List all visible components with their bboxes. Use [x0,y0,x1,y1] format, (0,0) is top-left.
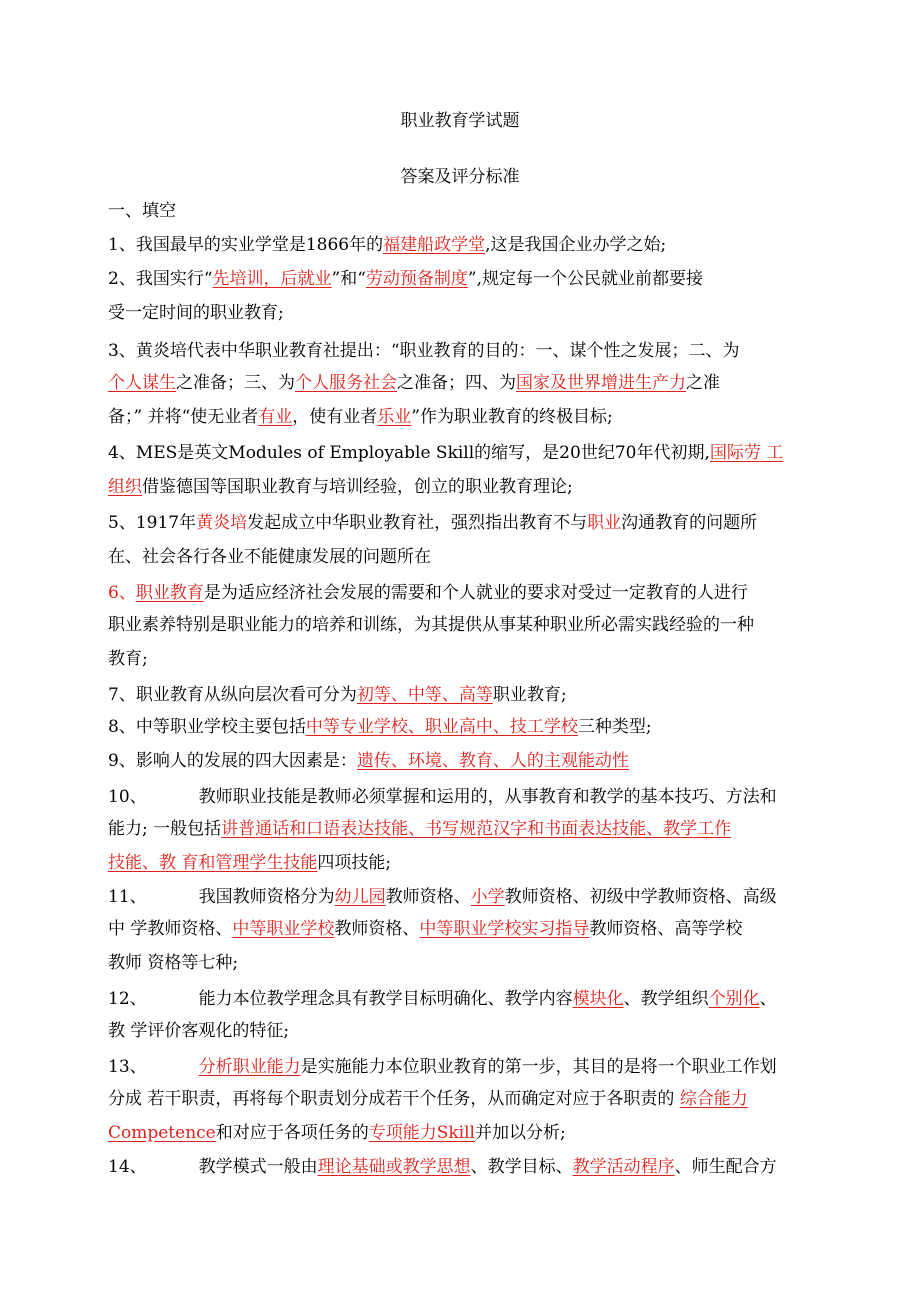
answer: 综合能力 [679,1089,748,1109]
question-13: 13、 分析职业能力是实施能力本位职业教育的第一步，其目的是将一个职业工作划 [108,1057,777,1077]
question-5-cont: 在、社会各行各业不能健康发展的问题所在 [108,547,431,567]
answer: Competence [108,1123,216,1143]
question-number: 7、 [108,685,136,705]
question-10-cont: 能力; 一般包括讲普通话和口语表达技能、书写规范汉字和书面表达技能、教学工作 [108,819,732,839]
answer: 初等、中等、高等 [356,685,493,705]
question-4-cont: 组织借鉴德国等国职业教育与培训经验，创立的职业教育理论; [108,477,573,497]
answer: 幼儿园 [334,887,386,907]
question-number: 4、 [108,443,136,463]
answer: 国家及世界增进生产力 [516,373,686,393]
question-2: 2、我国实行“先培训，后就业”和“劳动预备制度”,规定每一个公民就业前都要接 [108,269,704,289]
answer: 模块化 [572,989,624,1009]
answer: 国际劳 工 [709,443,784,463]
question-number: 9、 [108,751,136,771]
question-number: 14、 [108,1157,147,1177]
question-11-cont: 中 学教师资格、中等职业学校教师资格、中等职业学校实习指导教师资格、高等学校 [108,919,743,939]
answer: 黄炎培 [196,513,248,533]
question-13-cont: Competence和对应于各项任务的专项能力Skill并加以分析; [108,1123,566,1143]
question-12: 12、 能力本位教学理念具有教学目标明确化、教学内容模块化、教学组织个别化、 [108,989,777,1009]
answer: 专项能力Skill [368,1123,475,1143]
answer: 分析职业能力 [198,1057,301,1077]
question-12-cont: 教 学评价客观化的特征; [108,1021,290,1041]
answer: 中等专业学校、职业高中、技工学校 [305,717,578,737]
answer: 教学活动程序 [572,1157,675,1177]
question-6-cont: 职业素养特别是职业能力的培养和训练，为其提供从事某种职业所必需实践经验的一种 [108,615,754,635]
question-number: 5、 [108,513,136,533]
answer: 小学 [470,887,505,907]
answer: 乐业 [377,407,412,427]
answer: 遗传、环境、教育、人的主观能动性 [356,751,629,771]
question-9: 9、影响人的发展的四大因素是：遗传、环境、教育、人的主观能动性 [108,751,629,771]
answer: 福建船政学堂 [383,235,486,255]
answer: 职业 [587,513,622,533]
question-number: 6、 [108,583,136,603]
question-number: 11、 [108,887,147,907]
question-5: 5、1917年黄炎培发起成立中华职业教育社，强烈指出教育不与职业沟通教育的问题所 [108,513,758,533]
answer: 中等职业学校实习指导 [419,919,590,939]
question-number: 10、 [108,787,147,807]
question-number: 13、 [108,1057,147,1077]
page-subtitle: 答案及评分标准 [400,167,520,187]
question-14: 14、 教学模式一般由理论基础或教学思想、教学目标、教学活动程序、师生配合方 [108,1157,777,1177]
answer: 职业教育 [135,583,204,603]
page-title: 职业教育学试题 [400,111,520,131]
question-number: 3、 [108,341,136,361]
question-2-cont: 受一定时间的职业教育; [108,303,284,323]
question-number: 1、 [108,235,136,255]
question-3-cont: 备；” 并将“使无业者有业，使有业者乐业”作为职业教育的终极目标; [108,407,613,427]
question-3-cont: 个人谋生之准备；三、为个人服务社会之准备；四、为国家及世界增进生产力之准 [108,373,720,393]
question-number: 8、 [108,717,136,737]
answer: 技能、教 育和管理学生技能 [108,853,318,873]
answer: 个别化 [708,989,760,1009]
answer: 劳动预备制度 [365,269,468,289]
question-8: 8、中等职业学校主要包括中等专业学校、职业高中、技工学校三种类型; [108,717,652,737]
answer: 个人谋生 [108,373,176,393]
question-number: 2、 [108,269,136,289]
question-11-cont: 教师 资格等七种; [108,953,239,973]
question-10: 10、 教师职业技能是教师必须掌握和运用的，从事教育和教学的基本技巧、方法和 [108,787,777,807]
question-1: 1、我国最早的实业学堂是1866年的福建船政学堂,这是我国企业办学之始; [108,235,667,255]
question-10-cont: 技能、教 育和管理学生技能四项技能; [108,853,392,873]
answer: 理论基础或教学思想 [317,1157,471,1177]
question-3: 3、黄炎培代表中华职业教育社提出：“职业教育的目的：一、谋个性之发展；二、为 [108,341,740,361]
question-11: 11、 我国教师资格分为幼儿园教师资格、小学教师资格、初级中学教师资格、高级 [108,887,777,907]
answer: 先培训，后就业 [212,269,332,289]
answer: 讲普通话和口语表达技能、书写规范汉字和书面表达技能、教学工作 [221,819,732,839]
question-6: 6、职业教育是为适应经济社会发展的需要和个人就业的要求对受过一定教育的人进行 [108,583,748,603]
question-4: 4、MES是英文Modules of Employable Skill的缩写，是20世纪70年代初期,国际劳 工 [108,443,784,463]
answer: 有业 [258,407,293,427]
answer: 中等职业学校 [232,919,335,939]
question-13-cont: 分成 若干职责，再将每个职责划分成若干个任务，从而确定对应于各职责的 综合能力 [108,1089,748,1109]
answer: 个人服务社会 [295,373,397,393]
question-number: 12、 [108,989,147,1009]
section-heading: 一、填空 [108,201,176,221]
question-6-cont: 教育; [108,649,148,669]
answer: 组织 [108,477,142,497]
question-7: 7、职业教育从纵向层次看可分为初等、中等、高等职业教育; [108,685,567,705]
